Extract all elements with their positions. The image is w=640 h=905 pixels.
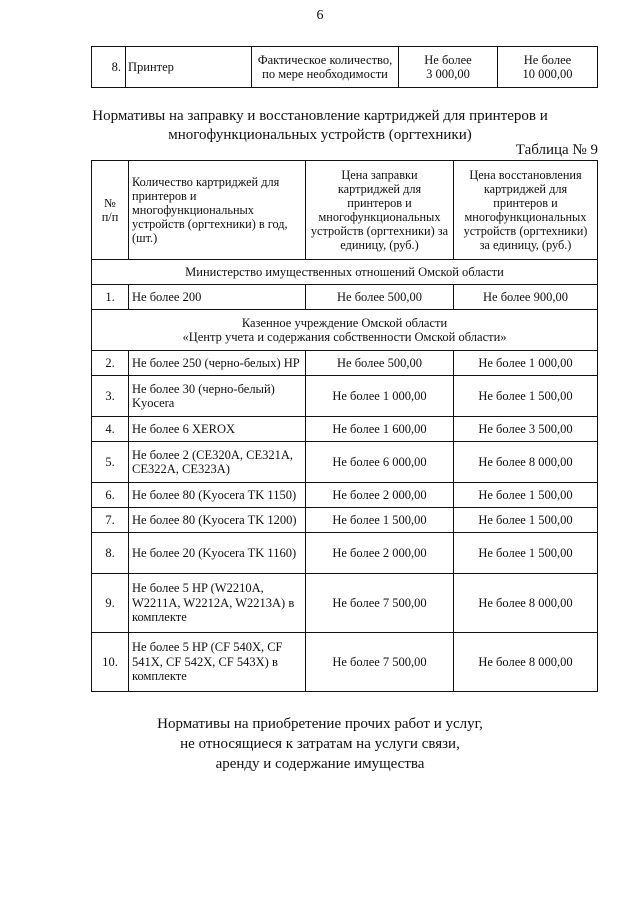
group-title-line: «Центр учета и содержания собственности Омской области» [182, 330, 507, 344]
item-name: Принтер [126, 47, 252, 88]
row-number: 8. [92, 533, 129, 574]
header-refill-price: Цена заправки картриджей для принтеров и многофункциональных устройств (оргтехники) за единицу, (руб.) [306, 161, 454, 260]
heading-line: Нормативы на заправку и восстановление картриджей для принтеров и [92, 108, 548, 124]
page-number: 6 [316, 8, 324, 23]
section-heading-other-services [60, 714, 580, 774]
item-price-b [498, 47, 598, 88]
row-restore-price: Не более 3 500,00 [454, 417, 598, 442]
header-number [92, 161, 129, 260]
row-restore-price: Не более 1 000,00 [454, 351, 598, 376]
row-number: 5. [92, 442, 129, 483]
price-line: Не более [424, 52, 472, 67]
table-row [92, 533, 598, 574]
row-quantity: Не более 2 (CE320A, CE321A, CE322A, CE323A) [129, 442, 306, 483]
row-refill-price: Не более 500,00 [306, 285, 454, 310]
heading-line: многофункциональных устройств (оргтехники) [168, 127, 472, 143]
heading-line: Нормативы на приобретение прочих работ и услуг, [157, 716, 483, 732]
group-row [92, 260, 598, 285]
row-refill-price: Не более 2 000,00 [306, 533, 454, 574]
row-restore-price: Не более 1 500,00 [454, 508, 598, 533]
header-number-abbr: п/п [101, 210, 119, 224]
table-row [92, 417, 598, 442]
row-quantity: Не более 80 (Kyocera TK 1150) [129, 483, 306, 508]
row-number: 1. [92, 285, 129, 310]
row-number: 3. [92, 376, 129, 417]
row-refill-price: Не более 7 500,00 [306, 633, 454, 692]
row-quantity: Не более 200 [129, 285, 306, 310]
row-number: 6. [92, 483, 129, 508]
table-row [92, 483, 598, 508]
row-restore-price: Не более 1 500,00 [454, 483, 598, 508]
row-number: 9. [92, 574, 129, 633]
section-heading-cartridges [60, 107, 580, 145]
row-refill-price: Не более 2 000,00 [306, 483, 454, 508]
quantity-line: по мере необходимости [262, 67, 388, 81]
row-restore-price: Не более 1 500,00 [454, 533, 598, 574]
header-restore-price: Цена восстановления картриджей для принтеров и многофункциональных устройств (оргтехники) за единицу, (руб.) [454, 161, 598, 260]
table-row [92, 376, 598, 417]
table-row [92, 574, 598, 633]
price-line: Не более [523, 52, 572, 67]
row-number: 8. [92, 47, 126, 88]
table-row [92, 442, 598, 483]
row-restore-price: Не более 8 000,00 [454, 633, 598, 692]
continued-table [91, 46, 598, 88]
row-quantity: Не более 30 (черно-белый) Kyocera [129, 376, 306, 417]
item-quantity [252, 47, 399, 88]
row-number: 4. [92, 417, 129, 442]
table-row [92, 633, 598, 692]
row-restore-price: Не более 8 000,00 [454, 442, 598, 483]
row-number: 2. [92, 351, 129, 376]
header-quantity: Количество картриджей для принтеров и многофункциональных устройств (оргтехники) в год, (шт.) [129, 161, 306, 260]
row-restore-price: Не более 900,00 [454, 285, 598, 310]
group-title [92, 310, 598, 351]
row-quantity: Не более 6 XEROX [129, 417, 306, 442]
item-price-a [399, 47, 498, 88]
row-restore-price: Не более 1 500,00 [454, 376, 598, 417]
row-quantity: Не более 250 (черно-белых) HP [129, 351, 306, 376]
row-quantity: Не более 5 HP (CF 540X, CF 541X, CF 542X, CF 543X) в комплекте [129, 633, 306, 692]
table-row [92, 351, 598, 376]
row-refill-price: Не более 6 000,00 [306, 442, 454, 483]
row-refill-price: Не более 500,00 [306, 351, 454, 376]
row-quantity: Не более 20 (Kyocera TK 1160) [129, 533, 306, 574]
group-title-line: Казенное учреждение Омской области [241, 315, 448, 330]
heading-line: аренду и содержание имущества [215, 756, 425, 772]
group-row [92, 310, 598, 351]
price-line: 10 000,00 [522, 67, 573, 81]
row-refill-price: Не более 7 500,00 [306, 574, 454, 633]
row-quantity: Не более 5 HP (W2210A, W2211A, W2212A, W2213A) в комплекте [129, 574, 306, 633]
table-row [92, 47, 598, 88]
row-number: 7. [92, 508, 129, 533]
price-line: 3 000,00 [426, 67, 470, 81]
row-refill-price: Не более 1 600,00 [306, 417, 454, 442]
group-title: Министерство имущественных отношений Омской области [92, 260, 598, 285]
row-refill-price: Не более 1 500,00 [306, 508, 454, 533]
header-number-symbol: № [104, 195, 116, 210]
table-row [92, 508, 598, 533]
row-restore-price: Не более 8 000,00 [454, 574, 598, 633]
row-refill-price: Не более 1 000,00 [306, 376, 454, 417]
table-header-row [92, 161, 598, 260]
row-number: 10. [92, 633, 129, 692]
row-quantity: Не более 80 (Kyocera TK 1200) [129, 508, 306, 533]
heading-line: не относящиеся к затратам на услуги связи, [180, 736, 460, 752]
cartridge-norms-table [91, 160, 598, 692]
table-row [92, 285, 598, 310]
quantity-line: Фактическое количество, [257, 52, 393, 67]
table-label: Таблица № 9 [515, 142, 598, 158]
